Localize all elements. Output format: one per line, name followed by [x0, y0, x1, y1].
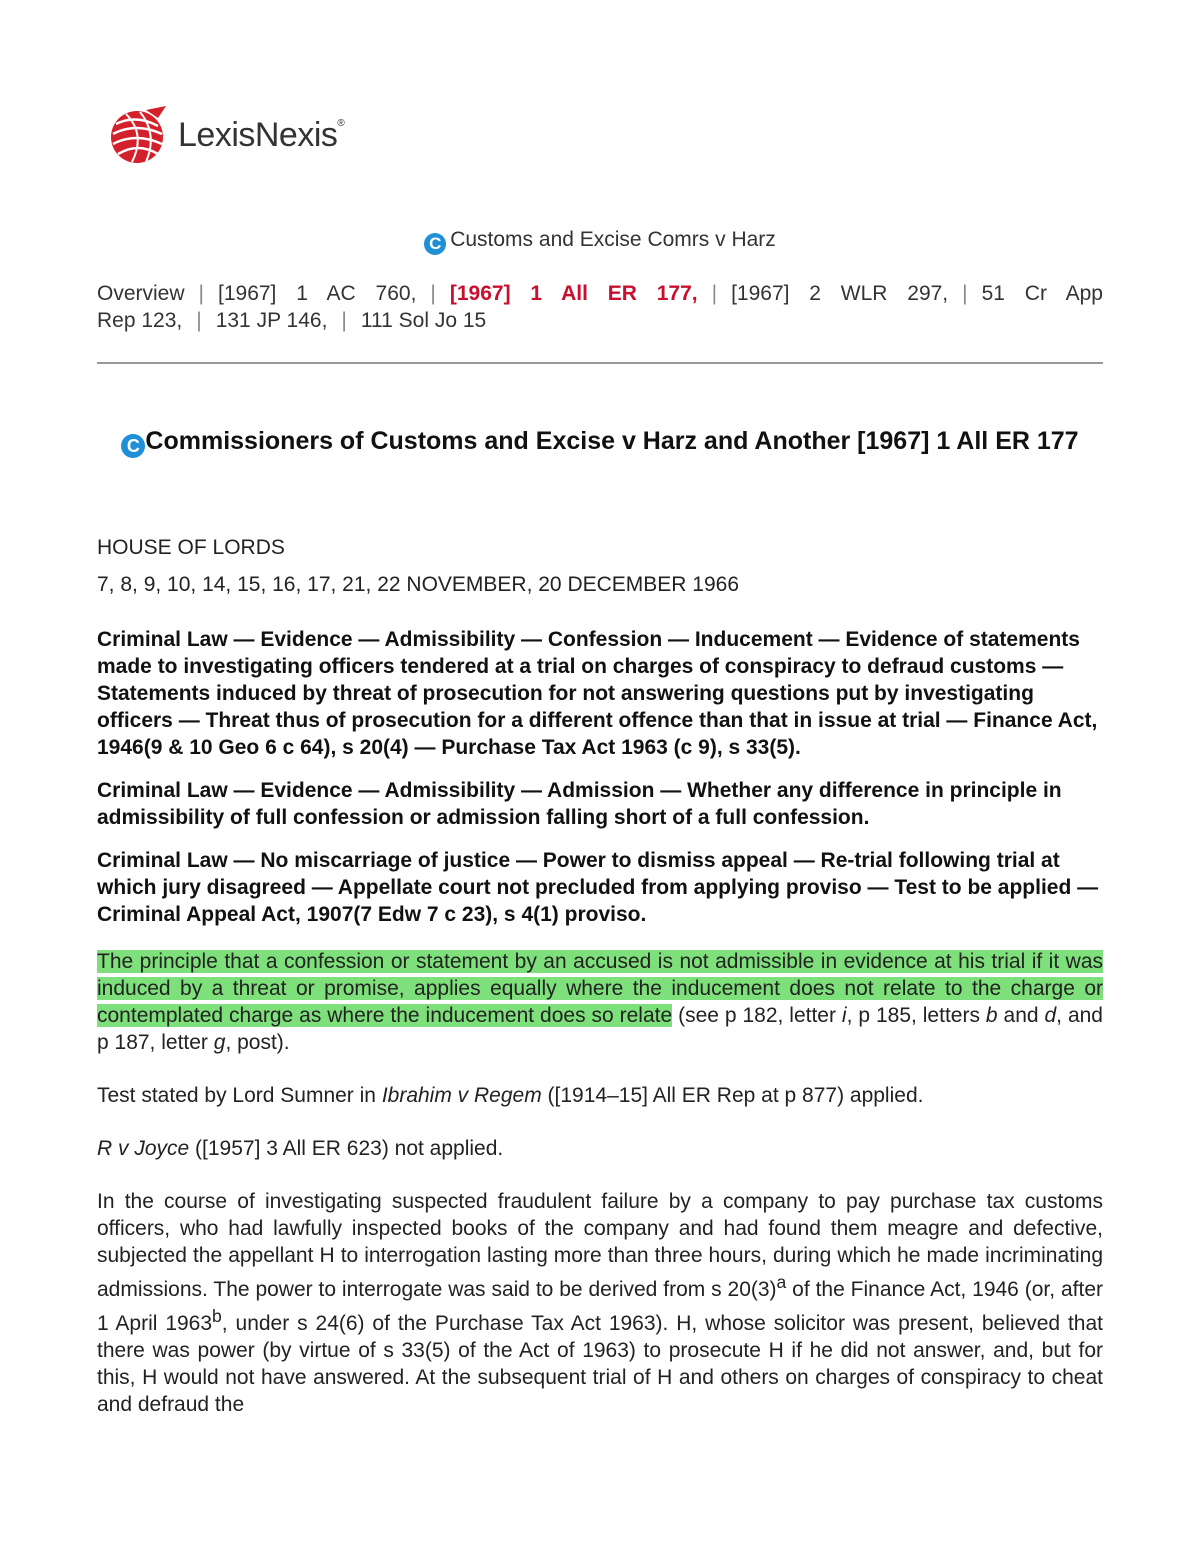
catchword-paragraph: Criminal Law — No miscarriage of justice — Power to dismiss appeal — Re-trial following trial at which jury disagreed — Appellate court not precluded from applying proviso — Test to be applied — Criminal Appeal Act, 1907(7 Edw 7 c 23), s 4(1) proviso.: [97, 849, 1099, 926]
separator: |: [962, 282, 968, 305]
separator: |: [711, 282, 718, 305]
logo-wordmark: LexisNexis®: [178, 115, 345, 154]
lexisnexis-globe-icon: [106, 104, 168, 166]
catchword-paragraph: Criminal Law — Evidence — Admissibility — Confession — Inducement — Evidence of statements made to investigating officers tendered at a trial on charges of conspiracy to defraud customs — Statements induced by threat of prosecution for not answering questions put by investigating officers — Threat thus of prosecution for a different offence than that in issue at trial — Finance Act, 1946(9 & 10 Geo 6 c 64), s 20(4) — Purchase Tax Act 1963 (c 9), s 33(5).: [97, 628, 1098, 759]
separator: |: [198, 282, 204, 305]
case-link-ibrahim[interactable]: Ibrahim v Regem: [381, 1084, 542, 1107]
citation-navigation: [97, 280, 1103, 334]
hearing-dates: 7, 8, 9, 10, 14, 15, 16, 17, 21, 22 NOVEMBER, 20 DECEMBER 1966: [97, 573, 740, 596]
citation-link-cr-app-rep-cont[interactable]: Rep 123,: [97, 309, 183, 332]
divider: [97, 362, 1103, 364]
overview-link[interactable]: Overview: [97, 282, 185, 305]
citation-link-cr-app-rep[interactable]: 51 Cr App: [981, 282, 1103, 305]
c-circle-icon: C: [121, 434, 145, 458]
court-name: HOUSE OF LORDS: [97, 536, 285, 559]
case-body: [97, 534, 1103, 1418]
footnote-ref-b[interactable]: b: [212, 1306, 222, 1326]
highlighted-text[interactable]: The principle that a confession or statement by an accused is not admissible in evidence at his trial if it was induced by a threat or promise, applies equally where the inducement does not relate to the charge or contemplated charge as where the inducement does so relate: [97, 950, 1103, 1027]
case-title-text: Commissioners of Customs and Excise v Harz and Another [1967] 1 All ER 177: [145, 427, 1079, 455]
footnote-ref-a[interactable]: a: [776, 1272, 787, 1292]
case-title: [120, 425, 1080, 458]
not-applied-citation: R v Joyce ([1957] 3 All ER 623) not applied.: [97, 1137, 504, 1160]
citation-link-ac[interactable]: [1967] 1 AC 760,: [218, 282, 417, 305]
c-circle-icon: C: [424, 233, 446, 255]
facts-paragraph: In the course of investigating suspected fraudulent failure by a company to pay purchase tax customs officers, who had lawfully inspected books of the company and had found them meagre and defective, subjected the appellant H to interrogation lasting more than three hours, during which he made incriminating admissions. The power to interrogate was said to be derived from s $20(3)^a$ of the Finance Act, 1946 (or, after 1 April 1963$^b$, under s 24(6) of the Purchase Tax Act 1963). H, whose solicitor was present, believed that there was power (by virtue of s 33(5) of the Act of 1963) to prosecute H if he did not answer, and, but for this, H would not have answered. At the subsequent trial of H and others on charges of conspiracy to cheat and defraud the: [97, 1190, 1104, 1416]
citation-link-sol-jo[interactable]: 111 Sol Jo 15: [360, 309, 487, 332]
lexisnexis-logo: [106, 104, 344, 166]
holding-paragraph: The principle that a confession or statement by an accused is not admissible in evidence at his trial if it was induced by a threat or promise, applies equally where the inducement does not relate to the charge or contemplated charge as where the inducement does so relate (see p 182, letter i, p 185, letters b and d, and p 187, letter g, post).: [97, 950, 1103, 1054]
catchword-paragraph: Criminal Law — Evidence — Admissibility — Admission — Whether any difference in principle in admissibility of full confession or admission falling short of a full confession.: [97, 779, 1062, 829]
separator: |: [430, 282, 436, 305]
citation-link-jp[interactable]: 131 JP 146,: [215, 309, 328, 332]
separator: |: [196, 309, 202, 332]
short-title-text[interactable]: Customs and Excise Comrs v Harz: [450, 228, 776, 251]
case-link-joyce[interactable]: R v Joyce: [97, 1137, 190, 1160]
applied-citation: Test stated by Lord Sumner in Ibrahim v Regem ([1914–15] All ER Rep at p 877) applied.: [97, 1084, 924, 1107]
document-short-title: [0, 228, 1200, 255]
citation-link-all-er-active[interactable]: [1967] 1 All ER 177,: [449, 282, 698, 305]
separator: |: [341, 309, 347, 332]
citation-link-wlr[interactable]: [1967] 2 WLR 297,: [731, 282, 949, 305]
